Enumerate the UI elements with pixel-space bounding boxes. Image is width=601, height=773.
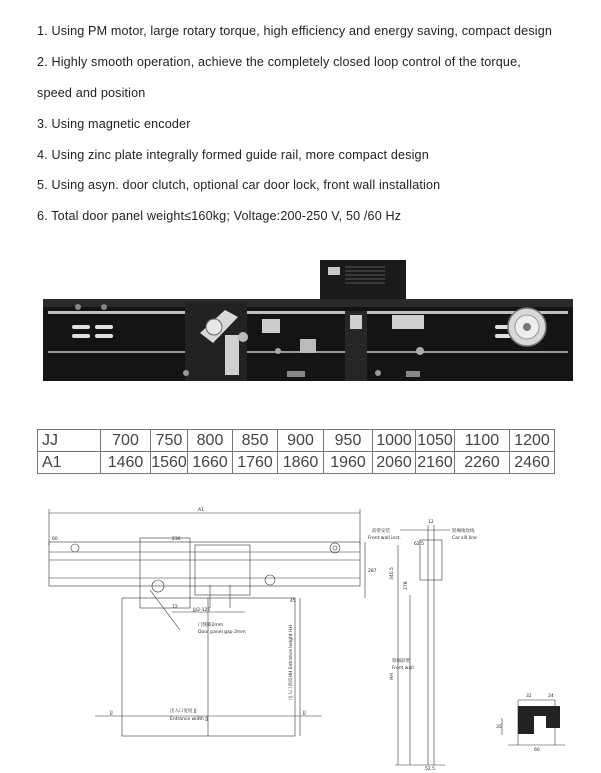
table-cell: 2060 — [373, 452, 416, 474]
table-cell: 1960 — [324, 452, 373, 474]
dim-label: Entrance width JJ — [170, 717, 209, 722]
door-operator-photo — [0, 255, 601, 405]
feature-line: 4. Using zinc plate integrally formed guide rail, more compact design — [37, 148, 429, 162]
feature-line: 2. Highly smooth operation, achieve the completely closed loop control of the torque, — [37, 55, 521, 69]
dim-label: 72 — [172, 605, 178, 610]
row-label: A1 — [38, 452, 101, 474]
callout-label: 轿厢地坎线 — [452, 529, 475, 534]
row-label: JJ — [38, 430, 101, 452]
table-cell: 1200 — [510, 430, 555, 452]
spec-table — [37, 429, 555, 474]
dim-label: 340.5 — [390, 567, 395, 580]
table-cell: 2160 — [416, 452, 455, 474]
table-cell: 850 — [233, 430, 278, 452]
dim-label: JJ/2-125 — [193, 608, 211, 613]
callout-label: 轿厢前壁 — [392, 659, 410, 664]
dim-label: 24 — [548, 694, 554, 699]
table-cell: 1460 — [101, 452, 151, 474]
callout-label: 前壁安装 — [372, 529, 390, 534]
feature-line: 6. Total door panel weight≤160kg; Voltage:200-250 V, 50 /60 Hz — [37, 209, 402, 223]
dim-label: 52.5 — [425, 767, 436, 772]
feature-line: 5. Using asyn. door clutch, optional car door lock, front wall installation — [37, 178, 441, 192]
dim-label: JJ — [110, 711, 113, 716]
dim-label: 出入口宽度 JJ — [170, 709, 197, 714]
dim-label: 236 — [172, 537, 181, 542]
feature-line: 1. Using PM motor, large rotary torque, high efficiency and energy saving, compact design — [37, 24, 553, 38]
dim-label: 60 — [52, 537, 58, 542]
dim-label: 60 — [534, 748, 540, 753]
technical-drawing — [0, 500, 601, 773]
dim-label: 12 — [428, 520, 434, 525]
feature-line: speed and position — [37, 86, 146, 100]
table-cell: 750 — [151, 430, 188, 452]
table-cell: 2260 — [455, 452, 510, 474]
table-cell: 900 — [278, 430, 324, 452]
table-cell: 1760 — [233, 452, 278, 474]
table-cell: 1660 — [188, 452, 233, 474]
table-cell: 1000 — [373, 430, 416, 452]
table-cell: 1560 — [151, 452, 188, 474]
dim-label: 62.5 — [414, 542, 425, 547]
callout-label: Front wall — [392, 666, 414, 671]
table-cell: 2460 — [510, 452, 555, 474]
table-cell: 1860 — [278, 452, 324, 474]
table-cell: 800 — [188, 430, 233, 452]
table-cell: 700 — [101, 430, 151, 452]
dim-label: 35 — [496, 725, 502, 730]
callout-label: Car sill line — [452, 536, 477, 541]
dim-label: 287 — [368, 569, 377, 574]
table-cell: 1050 — [416, 430, 455, 452]
feature-line: 3. Using magnetic encoder — [37, 117, 191, 131]
dim-label: 32 — [526, 694, 532, 699]
table-cell: 1100 — [455, 430, 510, 452]
dim-label: 出入口高度HH Entrance height HH — [289, 625, 294, 700]
dim-label: A1 — [198, 508, 204, 513]
table-row — [38, 430, 555, 452]
dim-label: 45 — [290, 599, 296, 604]
table-row — [38, 452, 555, 474]
table-cell: 950 — [324, 430, 373, 452]
callout-label: Front wall inst. — [368, 536, 401, 541]
dim-label: 278 — [404, 581, 409, 590]
dim-label: 门缝隙2mm — [198, 623, 224, 628]
dim-label: JJ — [303, 711, 306, 716]
dim-label: HH — [390, 673, 395, 680]
dim-label: Door panel gap 2mm — [198, 630, 246, 635]
